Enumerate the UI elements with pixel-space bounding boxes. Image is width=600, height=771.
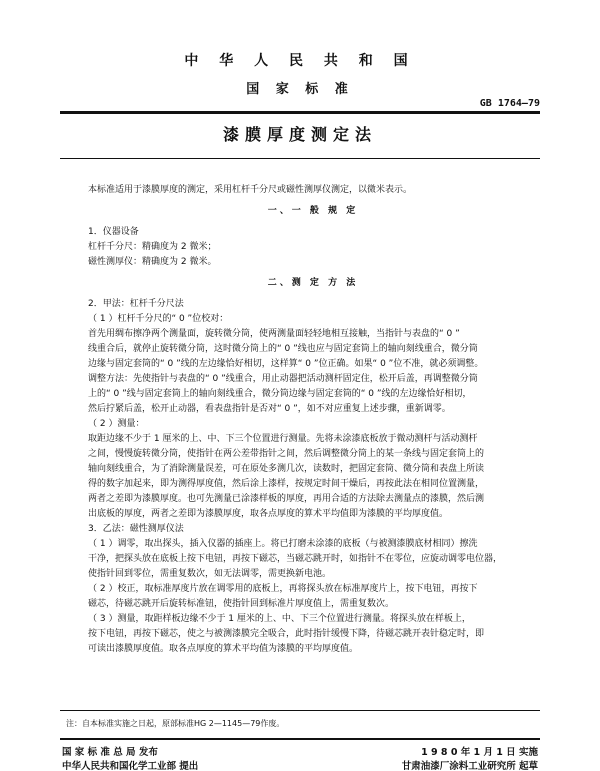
- method-line: 使指针回到零位，需重复数次，如无法调零，需更换新电池。: [88, 569, 332, 579]
- footer-effective-date: 1 9 8 0 年 1 月 1 日 实施: [421, 747, 538, 758]
- footnote: 注：自本标准实施之日起，原部标准HG 2—1145—79作废。: [66, 719, 285, 728]
- intro-paragraph: 本标准适用于漆膜厚度的测定，采用杠杆千分尺或磁性测厚仪测定，以微米表示。: [88, 185, 413, 195]
- footer-issuer: 国 家 标 准 总 局 发布: [62, 747, 158, 758]
- method-line: 边缘与固定套筒的“ 0 ”线的左边缘恰好相切，这样算“ 0 ”位正确。如果“ 0 ”位不准，就必须调整。: [88, 359, 484, 369]
- method-line: （ 2 ）测量：: [88, 419, 145, 429]
- method-line: 磁芯，待磁芯跳开后旋转标准钮，使指针回到标准片厚度值上，需重复数次。: [88, 599, 395, 609]
- footer-drafter: 甘肃油漆厂涂料工业研究所 起草: [401, 761, 538, 771]
- method-line: 按下电钮，再按下磁芯，使之与被测漆膜完全吸合，此时指针缓慢下降，待磁芯跳开表针稳定时，即: [88, 629, 485, 639]
- method-line: （ 2 ）校正，取标准厚度片放在调零用的底板上，再将探头放在标准厚度片上，按下电钮，再按下: [88, 584, 478, 594]
- document-title: 漆膜厚度测定法: [222, 125, 377, 144]
- footer-proposer: 中华人民共和国化学工业部 提出: [62, 761, 199, 771]
- method-line: 线重合后，就停止旋转微分筒，这时微分筒上的“ 0 ”线也应与固定套筒上的轴向刻线重合，微分筒: [88, 344, 478, 354]
- footer-rule: [60, 738, 540, 740]
- method-line: 两者之差即为漆膜厚度。也可先测量已涂漆样板的厚度，再用合适的方法除去测量点的漆膜，然后测: [88, 494, 485, 504]
- section-heading-method: 二、测 定 方 法: [267, 278, 359, 288]
- section-heading-general: 一、一 般 规 定: [267, 206, 359, 216]
- method-line: （ 1 ）杠杆千分尺的“ 0 ”位校对：: [88, 314, 229, 324]
- method-line: 可读出漆膜厚度值。取各点厚度的算术平均值为漆膜的平均厚度值。: [88, 644, 359, 654]
- method-line: 轴向刻线重合，为了消除测量误差，可在原处多测几次，读数时，把固定套筒、微分筒和表盘上所读: [88, 464, 485, 474]
- method-line: 首先用绸布擦净两个测量面，旋转微分筒，使两测量面轻轻地相互接触，当指针与表盘的“ 0 ”: [88, 329, 460, 339]
- method-line: 取距边缘不少于 1 厘米的上、中、下三个位置进行测量。先将未涂漆底板放于微动测杆与活动测杆: [88, 434, 478, 444]
- method-line: （ 3 ）测量，取距样板边缘不少于 1 厘米的上、中、下三个位置进行测量。将探头放在样板上，: [88, 614, 471, 624]
- general-line: 磁性测厚仪：精确度为 2 微米。: [88, 257, 217, 267]
- method-line: 调整方法：先使指针与表盘的“ 0 ”线重合，用止动器把活动测杆固定住，松开后盖，再调整微分筒: [88, 374, 478, 384]
- method-line: 2．甲法：杠杆千分尺法: [88, 299, 184, 309]
- header-country: 中 华 人 民 共 和 国: [184, 53, 416, 69]
- method-line: 上的“ 0 ”线与固定套筒上的轴向刻线重合，微分筒边缘与固定套筒的“ 0 ”线的左边缘恰好相切，: [88, 389, 472, 399]
- standard-number: GB 1764—79: [479, 98, 540, 109]
- general-line: 1．仪器设备: [88, 227, 139, 237]
- method-line: 出底板的厚度，两者之差即为漆膜厚度，取各点厚度的算术平均值即为漆膜的平均厚度值。: [88, 509, 449, 519]
- document-body: [88, 183, 538, 657]
- method-line: 然后拧紧后盖，松开止动器，看表盘指针是否对“ 0 ”，如不对应重复上述步骤，重新调零。: [88, 404, 451, 414]
- method-line: 得的数字加起来，即为测得厚度值，然后涂上漆样，按规定时间干燥后，再按此法在相同位置测量，: [88, 479, 485, 489]
- title-rule: [60, 158, 540, 159]
- header-national-standard: 国 家 标 准: [246, 82, 354, 97]
- general-line: 杠杆千分尺：精确度为 2 微米；: [88, 242, 217, 252]
- method-line: 之间，慢慢旋转微分筒，使指针在两公差带指针之间，然后调整微分筒上的某一条线与固定套筒上的: [88, 449, 485, 459]
- method-line: 3．乙法：磁性测厚仪法: [88, 524, 184, 534]
- method-line: 干净，把探头放在底板上按下电钮，再按下磁芯，当磁芯跳开时，如指针不在零位，应旋动调零电位器，: [88, 554, 503, 564]
- header-rule: [60, 111, 540, 114]
- note-rule: [60, 710, 540, 711]
- method-line: （ 1 ）调零，取出探头，插入仪器的插座上。将已打磨未涂漆的底板（与被测漆膜底材相同）擦洗: [88, 539, 478, 549]
